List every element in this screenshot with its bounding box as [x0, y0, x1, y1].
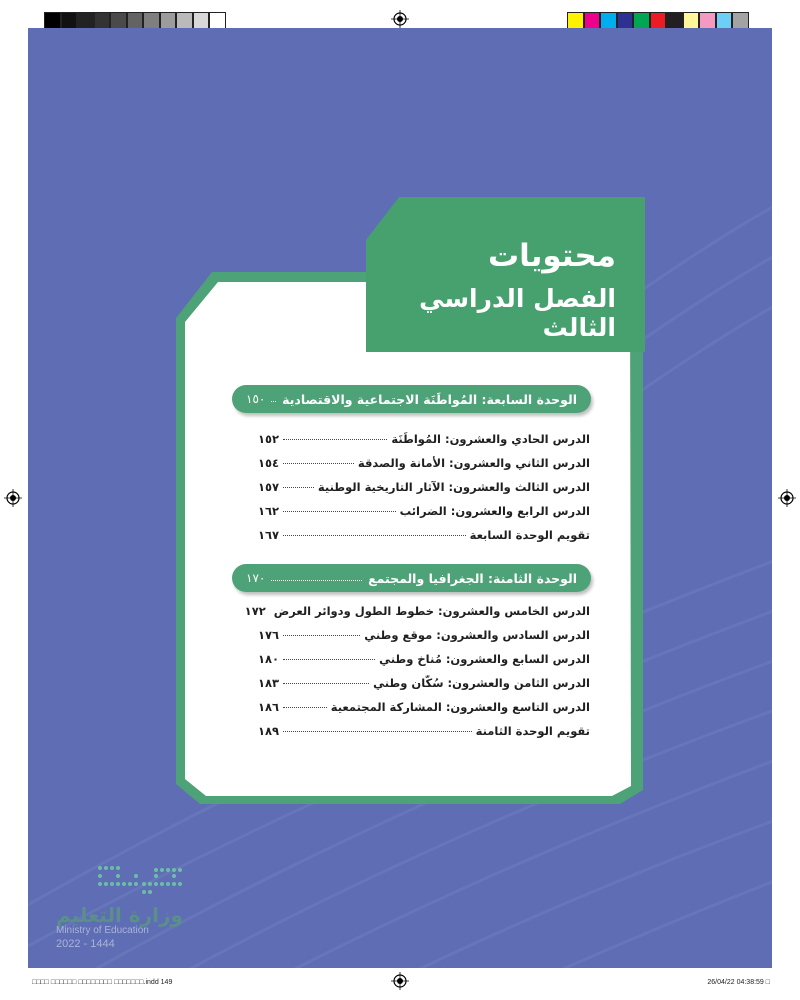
lesson-title: الدرس الحادي والعشرون: المُواطَنَة — [391, 432, 590, 446]
leader-dots — [283, 535, 466, 536]
leader-dots — [283, 731, 472, 732]
leader-dots — [283, 439, 387, 440]
leader-dots — [283, 707, 327, 708]
list-item[interactable] — [258, 528, 590, 546]
lesson-title: الدرس التاسع والعشرون: المشاركة المجتمعية — [330, 700, 590, 714]
list-item[interactable] — [258, 676, 590, 694]
lesson-title: الدرس الثاني والعشرون: الأمانة والصدقة — [357, 456, 590, 470]
ministry-name-english: Ministry of Education — [56, 925, 149, 936]
page-title: محتويات — [487, 238, 616, 274]
lesson-title: الدرس الثالث والعشرون: الآثار التاريخية الوطنية — [317, 480, 590, 494]
lesson-title: الدرس السادس والعشرون: موقع وطني — [364, 628, 590, 642]
list-item[interactable] — [258, 456, 590, 474]
lesson-title: تقويم الوحدة السابعة — [469, 528, 590, 542]
lesson-page-number: ١٦٧ — [258, 528, 280, 542]
unit-banner[interactable] — [232, 564, 591, 592]
lesson-page-number: ١٥٢ — [258, 432, 280, 446]
lesson-page-number: ١٧٢ — [244, 604, 266, 618]
lesson-title: الدرس الخامس والعشرون: خطوط الطول ودوائر العرض — [273, 604, 590, 618]
leader-dots — [283, 659, 375, 660]
lesson-title: الدرس الثامن والعشرون: سُكّان وطني — [373, 676, 590, 690]
lesson-page-number: ١٦٢ — [258, 504, 280, 518]
list-item[interactable] — [258, 480, 590, 498]
lesson-page-number: ١٥٤ — [258, 456, 280, 470]
leader-dots — [283, 683, 369, 684]
unit-page-number: ١٧٠ — [246, 571, 266, 585]
ministry-logo-icon — [56, 862, 186, 902]
list-item[interactable] — [244, 604, 590, 622]
list-item[interactable] — [258, 700, 590, 718]
file-slug: □□□□ □□□□□□ □□□□□□□□ □□□□□□□.indd 149 — [32, 979, 173, 986]
leader-dots — [283, 463, 354, 464]
list-item[interactable] — [258, 724, 590, 742]
page-subtitle: الفصل الدراسي الثالث — [419, 284, 616, 342]
list-item[interactable] — [258, 628, 590, 646]
leader-dots — [283, 511, 396, 512]
list-item[interactable] — [258, 652, 590, 670]
lesson-page-number: ١٨٠ — [258, 652, 280, 666]
unit-title: الوحدة الثامنة: الجغرافيا والمجتمع — [368, 570, 577, 586]
lesson-page-number: ١٨٣ — [258, 676, 280, 690]
ministry-name-arabic: وزارة التعليم — [56, 903, 183, 927]
leader-dots — [271, 580, 362, 581]
lesson-title: تقويم الوحدة الثامنة — [475, 724, 590, 738]
unit-page-number: ١٥٠ — [246, 392, 266, 406]
unit-title: الوحدة السابعة: المُواطَنَة الاجتماعية والاقتصادية — [282, 391, 577, 407]
date-slug: 26/04/22 04:38:59 □ — [707, 979, 770, 986]
ministry-year: 2022 - 1444 — [56, 938, 115, 950]
lesson-page-number: ١٧٦ — [258, 628, 280, 642]
lesson-page-number: ١٨٦ — [258, 700, 280, 714]
leader-dots — [271, 401, 276, 402]
list-item[interactable] — [258, 432, 590, 450]
list-item[interactable] — [258, 504, 590, 522]
leader-dots — [283, 635, 360, 636]
lesson-page-number: ١٨٩ — [258, 724, 280, 738]
lesson-title: الدرس الرابع والعشرون: الضرائب — [399, 504, 590, 518]
unit-banner[interactable] — [232, 385, 591, 413]
leader-dots — [283, 487, 314, 488]
lesson-title: الدرس السابع والعشرون: مُناخ وطني — [379, 652, 590, 666]
lesson-page-number: ١٥٧ — [258, 480, 280, 494]
